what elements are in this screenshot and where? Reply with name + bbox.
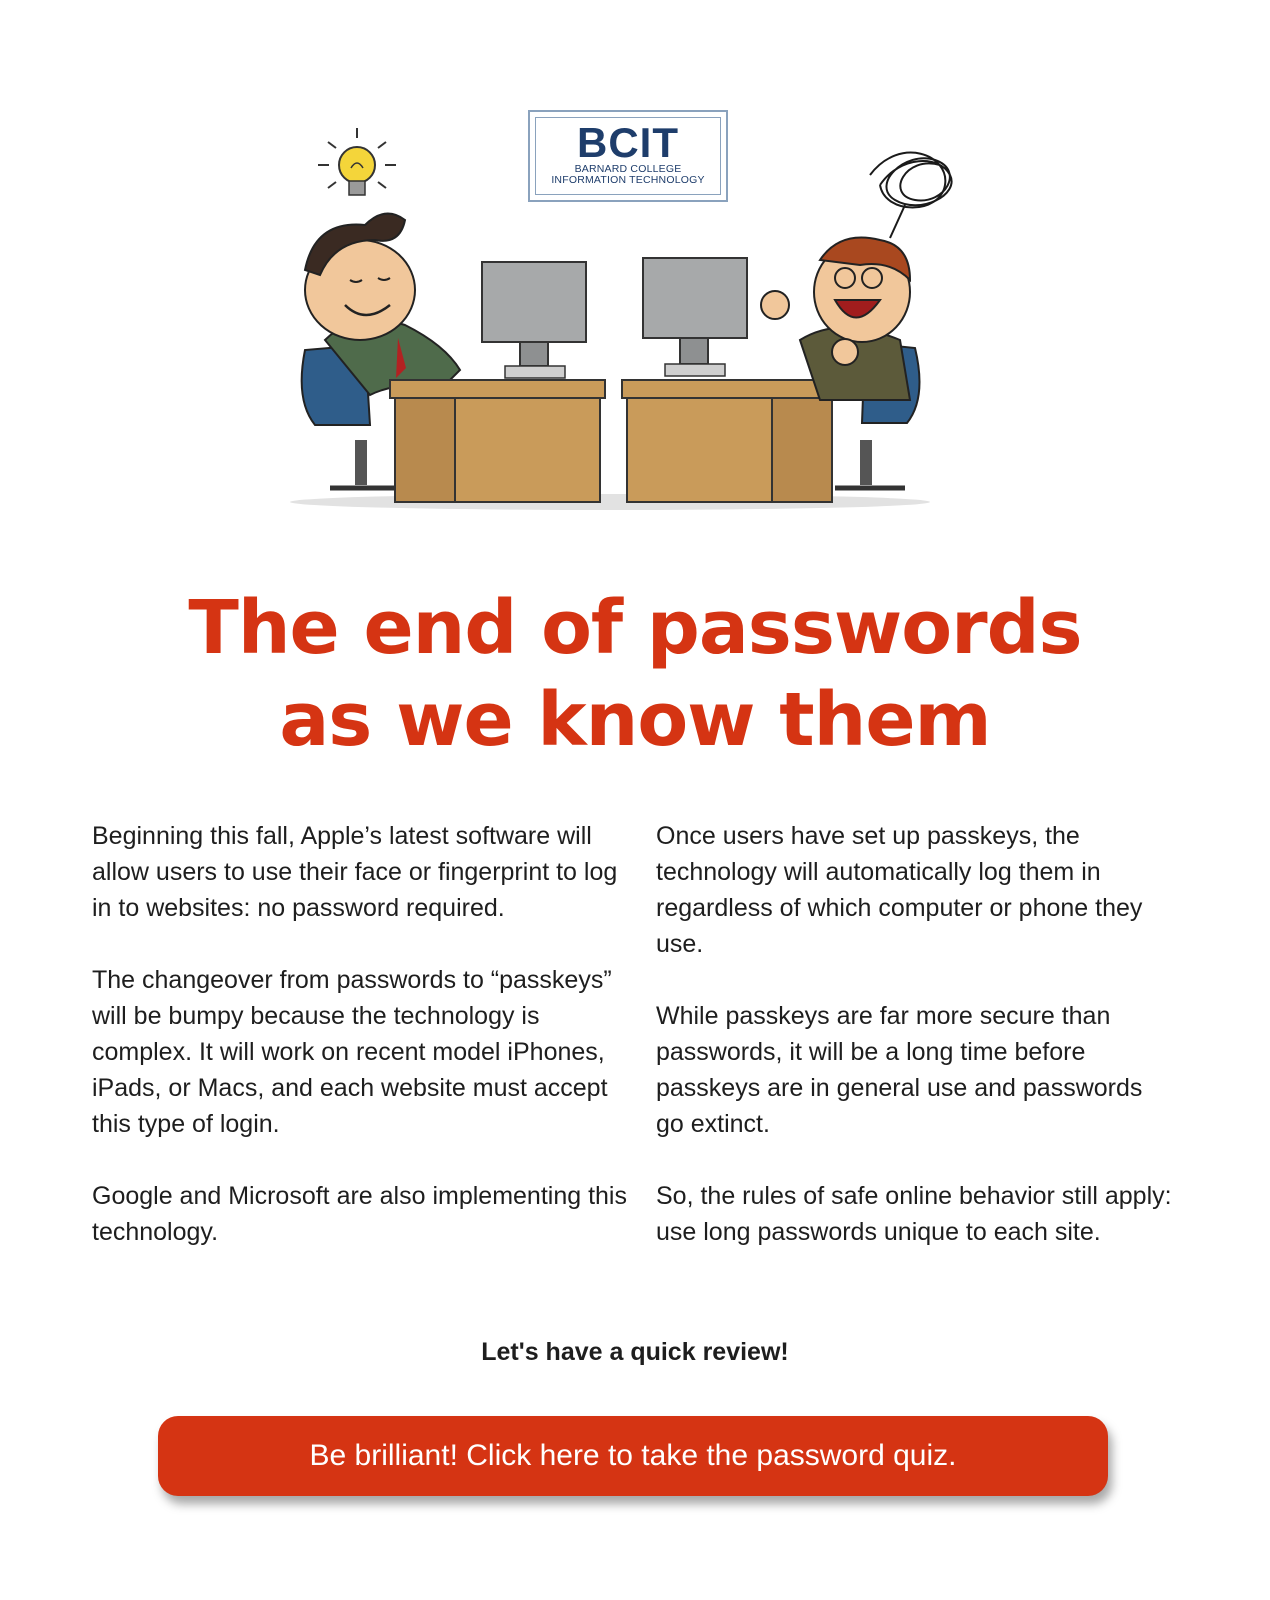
left-desk [390,380,605,502]
hero-illustration [0,0,1270,540]
lightbulb-icon [318,128,396,195]
title-line-1: The end of passwords [188,585,1082,671]
left-column [92,818,632,1286]
take-quiz-button[interactable]: Be brilliant! Click here to take the password quiz. [158,1416,1108,1496]
right-worker [761,238,910,401]
left-paragraph-2: The changeover from passwords to “passkeys” will be bumpy because the technology is complex. It will work on recent model iPhones, iPads, or Macs, and each website must accept this type of login. [92,966,612,1138]
right-paragraph-1: Once users have set up passkeys, the technology will automatically log them in regardless of which computer or phone they use. [656,822,1143,958]
office-workers-illustration [0,0,1270,540]
right-desk [622,380,837,502]
left-paragraph-3: Google and Microsoft are also implementing this technology. [92,1182,627,1246]
left-monitor [482,262,586,378]
right-column [656,818,1176,1286]
left-paragraph-1: Beginning this fall, Apple’s latest software will allow users to use their face or fingerprint to log in to websites: no password required. [92,822,618,922]
right-paragraph-2: While passkeys are far more secure than passwords, it will be a long time before passkeys are in general use and passwords go extinct. [656,1002,1143,1138]
page-title [0,582,1270,766]
bcit-logo [528,110,728,202]
logo-line-2: INFORMATION TECHNOLOGY [551,174,705,186]
review-prompt: Let's have a quick review! [481,1338,789,1366]
scribble-frustration-icon [870,153,952,238]
title-line-2: as we know them [279,677,991,763]
logo-line-1: BARNARD COLLEGE [574,163,682,175]
logo-mark: BCIT [577,119,679,166]
right-monitor [643,258,747,376]
right-paragraph-3: So, the rules of safe online behavior still apply: use long passwords unique to each site. [656,1182,1172,1246]
